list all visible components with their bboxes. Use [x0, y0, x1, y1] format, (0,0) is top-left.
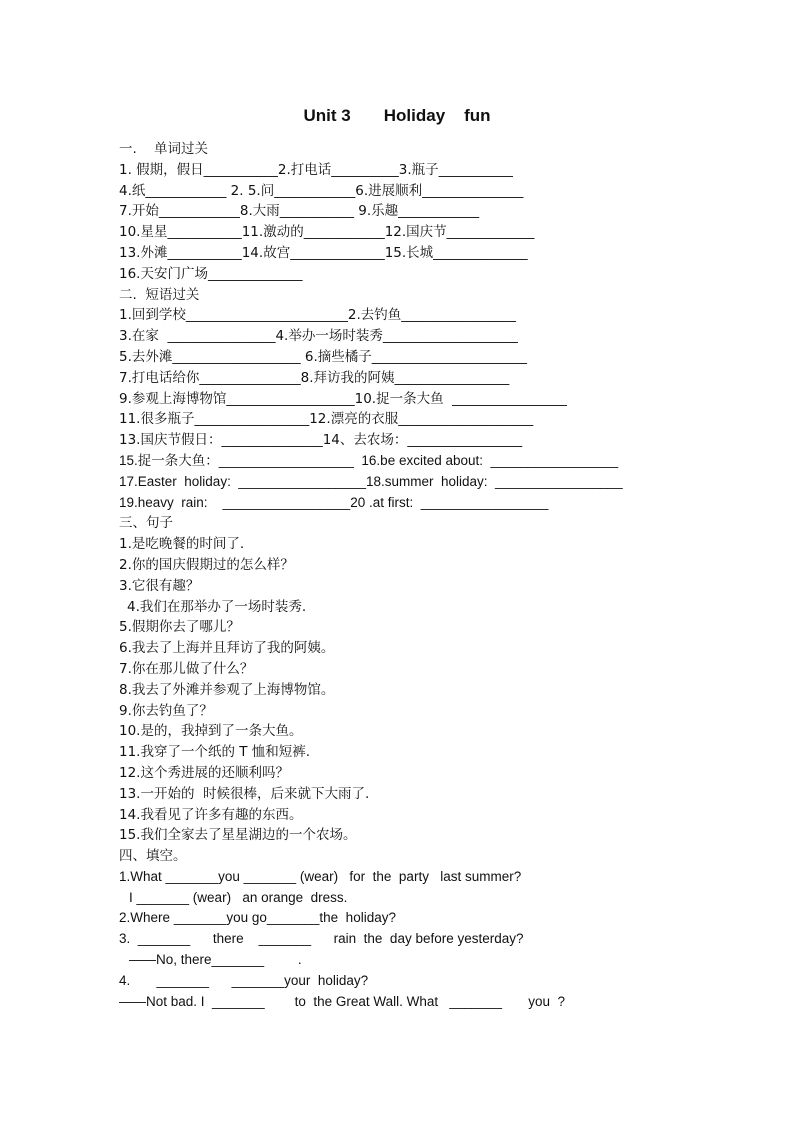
- sentence-line: 3.它很有趣？: [119, 577, 200, 594]
- vocab-heading: 一. 单词过关: [119, 141, 208, 157]
- fill-line: ——Not bad. I _______ to the Great Wall. What _______ you ?: [119, 993, 565, 1009]
- sentence-line: 12.这个秀进展的还顺利吗？: [119, 764, 289, 781]
- phrase-line: 3.在家 ________________4.举办一场时装秀____________________: [119, 328, 518, 345]
- sentence-line: 13.一开始的 时候很棒，后来就下大雨了.: [119, 785, 370, 802]
- sentence-line: 9.你去钓鱼了？: [119, 702, 213, 719]
- sentence-line: 10.是的，我掉到了一条大鱼。: [119, 723, 303, 740]
- sentence-line: 4.我们在那举办了一场时装秀.: [127, 598, 307, 615]
- phrase-line: 17.Easter holiday: _________________18.summer holiday: _________________: [119, 473, 623, 489]
- sentence-line: 1.是吃晚餐的时间了.: [119, 536, 245, 553]
- page-title: Unit 3 Holiday fun: [303, 106, 491, 125]
- worksheet-body: [119, 139, 719, 1012]
- vocab-line: 13.外滩___________14.故宫______________15.长城______________: [119, 244, 528, 261]
- sentence-line: 8.我去了外滩并参观了上海博物馆。: [119, 681, 335, 698]
- sentence-line: 2.你的国庆假期过的怎么样？: [119, 556, 294, 573]
- sentence-line: 14.我看见了许多有趣的东西。: [119, 806, 303, 823]
- sentence-line: 7.你在那儿做了什么？: [119, 660, 254, 677]
- phrase-line: 9.参观上海博物馆___________________10.捉一条大鱼 _________________: [119, 390, 567, 407]
- sentence-line: 15.我们全家去了星星湖边的一个农场。: [119, 827, 357, 844]
- fill-line: ——No, there_______ .: [129, 952, 302, 968]
- vocab-line: 16.天安门广场______________: [119, 265, 303, 282]
- phrase-line: 15.捉一条大鱼：__________________ 16.be excited about: _________________: [119, 452, 619, 468]
- phrase-line: 19.heavy rain: _________________20 .at first: _________________: [119, 494, 549, 510]
- fill-line: 3. _______ there _______ rain the day before yesterday?: [119, 931, 524, 947]
- phrase-heading: 二. 短语过关: [119, 286, 200, 303]
- sentence-line: 6.我去了上海并且拜访了我的阿姨。: [119, 640, 335, 657]
- fill-line: 2.Where _______you go_______the holiday?: [119, 910, 396, 926]
- phrase-line: 5.去外滩___________________ 6.摘些橘子_______________________: [119, 348, 528, 365]
- vocab-line: 4.纸____________ 2. 5.问____________6.进展顺利_______________: [119, 182, 524, 199]
- sentence-line: 11.我穿了一个纸的 T 恤和短裤.: [119, 744, 311, 761]
- phrase-line: 1.回到学校________________________2.去钓鱼_________________: [119, 307, 517, 324]
- vocab-line: 7.开始____________8.大雨___________ 9.乐趣____________: [119, 203, 480, 220]
- sentence-line: 5.假期你去了哪儿？: [119, 619, 240, 636]
- vocab-line: 10.星星___________11.激动的____________12.国庆节_____________: [119, 224, 535, 241]
- vocab-line: 1. 假期，假日___________2.打电话__________3.瓶子___________: [119, 161, 513, 178]
- fill-line: I _______ (wear) an orange dress.: [129, 889, 348, 905]
- fill-line: 4. _______ _______your holiday?: [119, 972, 369, 988]
- phrase-line: 11.很多瓶子_________________12.漂亮的衣服____________________: [119, 411, 534, 428]
- sentence-heading: 三、句子: [119, 515, 173, 532]
- phrase-line: 7.打电话给你_______________8.拜访我的阿姨_________________: [119, 369, 510, 386]
- phrase-line: 13.国庆节假日：_______________14、去农场：_________________: [119, 432, 523, 449]
- fill-heading: 四、填空。: [119, 848, 187, 865]
- fill-line: 1.What _______you _______ (wear) for the party last summer?: [119, 868, 522, 884]
